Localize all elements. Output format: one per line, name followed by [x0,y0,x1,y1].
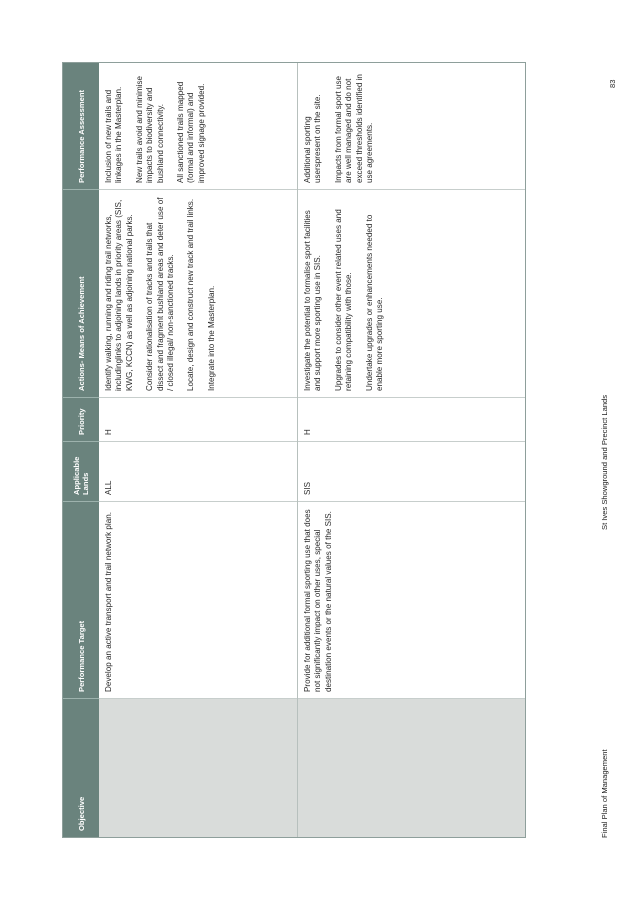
assessment-item: Impacts from formal sport use are well managed and do not exceed thresholds identified in use agreements. [333,74,375,183]
lands-cell: ALL [99,442,297,502]
action-item: Upgrades to consider other event related uses and retaining compatibility with those. [333,209,354,391]
assessment-cell [298,63,525,190]
action-item: Identify walking, running and riding trail networks, includinglinks to adjoining lands in priority areas (SIS, KWG, KCCN) as well as adjoining national parks. [104,199,134,391]
footer-page-number: 83 [608,79,617,88]
actions-cell [99,190,297,398]
header-applicable-lands: Applicable Lands [63,442,99,502]
footer-site-name: St Ives Showground and Precinct Lands [600,394,609,530]
lands-cell: SIS [298,442,525,502]
action-item: Locate, design and construct new track and trail links. [186,198,196,391]
header-performance-assessment: Performance Assessment [63,63,99,190]
assessment-cell [99,63,297,190]
assessment-item: All sanctioned trails mapped (formal and informal) and improved signage provided. [176,81,206,183]
footer-document-title: Final Plan of Management [600,749,609,838]
priority-cell: H [298,398,525,442]
table-row [99,63,297,837]
action-item: Integrate into the Masterplan. [206,285,216,391]
assessment-item: New trails avoid and minimise impacts to biodiversity and bushland connectivity. [134,75,165,183]
actions-cell [298,190,525,398]
objective-cell [298,699,525,837]
action-item: Undertake upgrades or enhancements needed to enable more sporting use. [364,214,385,391]
target-cell: Provide for additional formal sporting use that does not significantly impact on other uses, special destination events or the natural values of the SIS. [298,502,525,699]
assessment-item: Inclusion of new trails and linkages in the Masterplan. [104,86,124,183]
management-table [62,62,526,838]
priority-cell: H [99,398,297,442]
action-item: Investigate the potential to formalise sport facilities and support more sporting use in SIS. [303,210,323,391]
header-actions: Actions- Means of Achievement [63,190,99,398]
table-row [298,63,525,837]
target-cell: Develop an active transport and trail network plan. [99,502,297,699]
assessment-item: Additional sporting userspresent on the site. [303,94,323,183]
header-performance-target: Performance Target [63,502,99,699]
header-objective: Objective [76,796,86,831]
action-item: Consider rationalisation of tracks and trails that dissect and fragment bushland areas and deter use of / closed illegal/ non-sanctioned tracks. [145,197,176,391]
table-header [63,63,99,837]
header-priority: Priority [63,398,99,442]
objective-cell [99,699,297,837]
